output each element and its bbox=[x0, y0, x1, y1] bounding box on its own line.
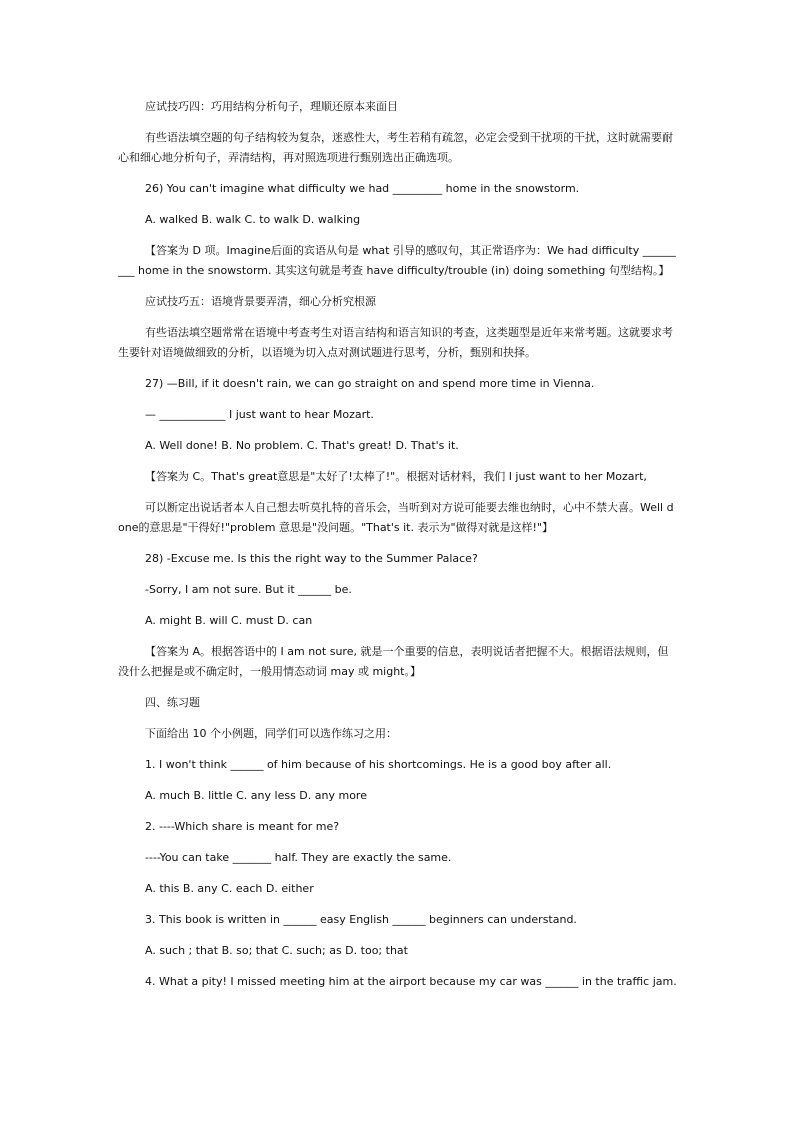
question-28-answer: 【答案为 A。根据答语中的 I am not sure, 就是一个重要的信息，表明说话者把握不大。根据语法规则，但没什么把握是或不确定时，一般用情态动词 may 或 might。】 bbox=[118, 645, 669, 678]
question-27-reply: — ____________ I just want to hear Mozart. bbox=[145, 408, 374, 421]
paragraph-tip-5-intro: 有些语法填空题常常在语境中考查考生对语言结构和语言知识的考查，这类题型是近年来常考题。这就要求考生要针对语境做细致的分析，以语境为切入点对测试题进行思考，分析，甄别和抉择。 bbox=[118, 326, 673, 359]
exercises-intro: 下面给出 10 个小例题，同学们可以选作练习之用： bbox=[145, 727, 397, 740]
question-28-reply: -Sorry, I am not sure. But it ______ be. bbox=[145, 583, 352, 596]
question-27-options: A. Well done! B. No problem. C. That's great! D. That's it. bbox=[145, 439, 459, 452]
section-heading-tip-4: 应试技巧四：巧用结构分析句子，理顺还原本来面目 bbox=[145, 100, 398, 113]
question-26-answer: 【答案为 D 项。Imagine后面的宾语从句是 what 引导的感叹句，其正常语序为：We had difficulty _________ home in the snowstorm. 其实这句就是考查 have difficulty/trouble (in) doing something 句型结构。】 bbox=[118, 244, 676, 277]
exercise-2: 2. ----Which share is meant for me? bbox=[145, 820, 340, 833]
paragraph-tip-4-intro: 有些语法填空题的句子结构较为复杂，迷惑性大，考生若稍有疏忽，必定会受到干扰项的干扰，这时就需要耐心和细心地分析句子，弄清结构，再对照选项进行甄别选出正确选项。 bbox=[118, 131, 673, 164]
exercise-4: 4. What a pity! I missed meeting him at the airport because my car was ______ in the traffic jam. bbox=[145, 975, 677, 988]
exercise-2-reply: ----You can take _______ half. They are exactly the same. bbox=[145, 851, 452, 864]
exercise-3-options: A. such ; that B. so; that C. such; as D. too; that bbox=[145, 944, 408, 957]
section-heading-exercises: 四、练习题 bbox=[145, 696, 200, 709]
question-27-answer: 【答案为 C。That's great意思是"太好了!太棒了!"。根据对话材料，我们 I just want to her Mozart, bbox=[145, 470, 647, 483]
document-body bbox=[118, 97, 678, 992]
question-26: 26) You can't imagine what difficulty we had _________ home in the snowstorm. bbox=[145, 182, 580, 195]
exercise-1-options: A. much B. little C. any less D. any more bbox=[145, 789, 367, 802]
question-27-answer-cont: 可以断定出说话者本人自己想去听莫扎特的音乐会，当听到对方说可能要去维也纳时，心中不禁大喜。Well done的意思是"干得好!"problem 意思是"没问题。"That's it. 表示为"做得对就是这样!"】 bbox=[118, 501, 674, 534]
question-27: 27) —Bill, if it doesn't rain, we can go straight on and spend more time in Vienna. bbox=[145, 377, 595, 390]
question-28: 28) -Excuse me. Is this the right way to the Summer Palace? bbox=[145, 552, 478, 565]
question-28-options: A. might B. will C. must D. can bbox=[145, 614, 313, 627]
exercise-1: 1. I won't think ______ of him because of his shortcomings. He is a good boy after all. bbox=[145, 758, 612, 771]
section-heading-tip-5: 应试技巧五：语境背景要弄清，细心分析究根源 bbox=[145, 295, 376, 308]
exercise-2-options: A. this B. any C. each D. either bbox=[145, 882, 314, 895]
exercise-3: 3. This book is written in ______ easy English ______ beginners can understand. bbox=[145, 913, 577, 926]
question-26-options: A. walked B. walk C. to walk D. walking bbox=[145, 213, 361, 226]
